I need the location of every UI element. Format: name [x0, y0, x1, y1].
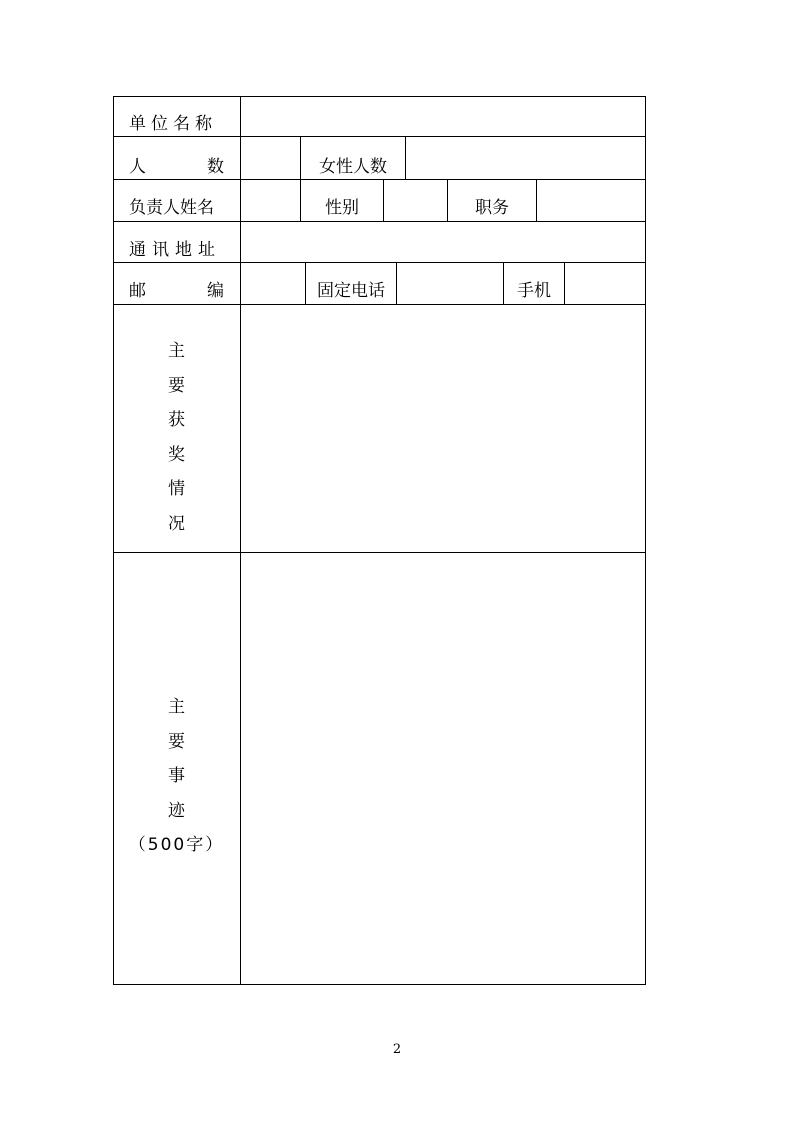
postcode-field[interactable]: [241, 263, 305, 304]
awards-label-char: 奖: [168, 444, 185, 465]
deeds-word-limit: （500字）: [128, 835, 225, 855]
leader-name-field[interactable]: [241, 180, 300, 221]
awards-label-char: 获: [168, 410, 185, 430]
mobile-field[interactable]: [565, 263, 645, 304]
headcount-label-part: 人: [129, 156, 146, 177]
leader-name-label: 负责人姓名: [129, 197, 214, 218]
awards-label-char: 况: [168, 513, 185, 534]
headcount-field[interactable]: [241, 137, 300, 179]
gender-field[interactable]: [384, 180, 447, 221]
deeds-label-char: 要: [168, 731, 185, 752]
unit-name-field[interactable]: [241, 97, 645, 136]
phone-label: 固定电话: [317, 280, 385, 301]
address-label: 通讯地址: [129, 239, 221, 260]
deeds-label-char: 迹: [168, 800, 185, 821]
postcode-label: [113, 267, 240, 309]
page-number: 2: [392, 1042, 402, 1057]
position-field[interactable]: [537, 180, 645, 221]
awards-label: [113, 334, 240, 541]
deeds-label-char: 主: [168, 697, 185, 717]
gender-label: 性别: [325, 197, 359, 218]
awards-label-char: 主: [168, 341, 185, 361]
address-field[interactable]: [241, 222, 645, 262]
female-count-field[interactable]: [406, 137, 645, 179]
awards-label-char: 情: [168, 479, 185, 499]
awards-field[interactable]: [241, 305, 645, 552]
postcode-label-part: 编: [207, 280, 224, 301]
phone-field[interactable]: [397, 263, 503, 304]
headcount-label: [113, 143, 240, 185]
unit-name-label: 单位名称: [129, 113, 217, 134]
postcode-label-part: 邮: [129, 280, 146, 301]
deeds-field[interactable]: [241, 553, 645, 984]
table-border-right: [645, 96, 646, 985]
deeds-label-char: 事: [168, 766, 185, 786]
position-label: 职务: [475, 197, 509, 218]
deeds-label: [113, 690, 240, 863]
headcount-label-part: 数: [207, 156, 224, 177]
mobile-label: 手机: [517, 280, 551, 301]
female-count-label: 女性人数: [319, 156, 387, 177]
table-border-bottom: [113, 984, 646, 985]
awards-label-char: 要: [168, 375, 185, 396]
